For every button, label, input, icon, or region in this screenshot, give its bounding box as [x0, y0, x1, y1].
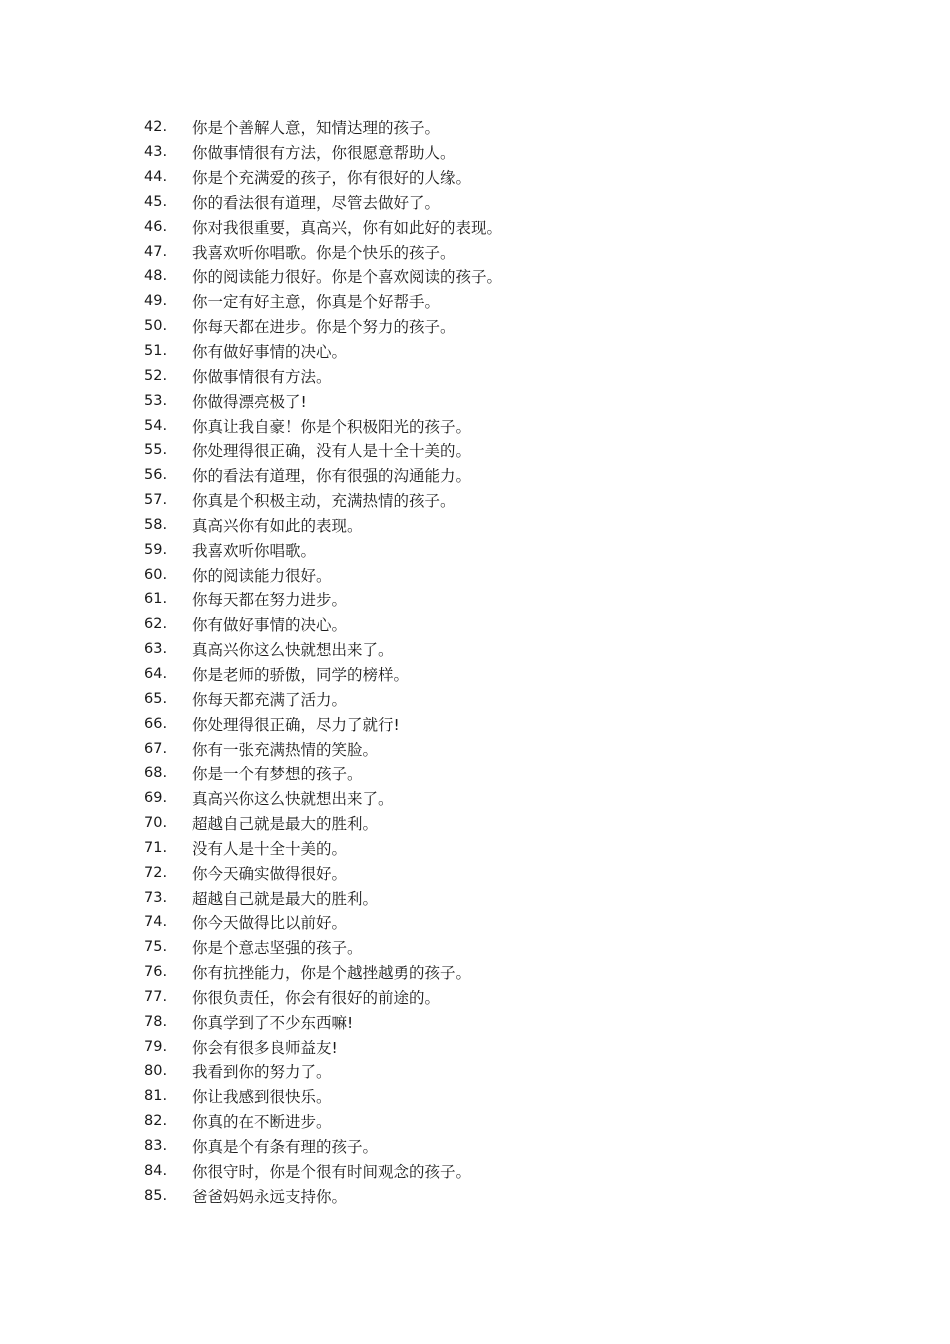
item-number: 80.: [144, 1063, 168, 1080]
item-number: 83.: [144, 1138, 168, 1155]
item-number: 53.: [144, 392, 168, 409]
list-item: [144, 363, 502, 388]
item-text: 你的看法有道理，你有很强的沟通能力。: [192, 467, 472, 486]
list-item: [144, 1034, 502, 1059]
item-text: 你对我很重要，真高兴，你有如此好的表现。: [192, 218, 503, 237]
list-item: [144, 935, 502, 960]
item-number: 72.: [144, 864, 168, 881]
item-text: 你让我感到很快乐。: [192, 1088, 332, 1107]
item-text: 真高兴你这么快就想出来了。: [192, 790, 394, 809]
item-text: 我喜欢听你唱歌。: [192, 541, 317, 560]
list-item: [144, 786, 502, 811]
item-number: 59.: [144, 541, 168, 558]
item-text: 你是个充满爱的孩子，你有很好的人缘。: [192, 169, 472, 188]
item-text: 你真是个有条有理的孩子。: [192, 1138, 379, 1157]
item-text: 你很负责任，你会有很好的前途的。: [192, 988, 441, 1007]
item-text: 你会有很多良师益友!: [192, 1038, 338, 1057]
list-item: [144, 314, 502, 339]
list-item: [144, 736, 502, 761]
item-text: 你今天确实做得很好。: [192, 864, 348, 883]
list-item: [144, 711, 502, 736]
list-item: [144, 239, 502, 264]
list-item: [144, 1134, 502, 1159]
item-text: 你今天做得比以前好。: [192, 914, 348, 933]
item-number: 60.: [144, 566, 168, 583]
list-item: [144, 662, 502, 687]
item-text: 你是老师的骄傲，同学的榜样。: [192, 665, 410, 684]
item-number: 44.: [144, 169, 168, 186]
list-item: [144, 339, 502, 364]
item-text: 你有一张充满热情的笑脸。: [192, 740, 379, 759]
item-number: 48.: [144, 268, 168, 285]
item-number: 85.: [144, 1187, 168, 1204]
item-text: 超越自己就是最大的胜利。: [192, 815, 379, 834]
numbered-list: [144, 115, 502, 1208]
item-number: 50.: [144, 318, 168, 335]
item-number: 84.: [144, 1162, 168, 1179]
item-number: 73.: [144, 889, 168, 906]
item-number: 81.: [144, 1088, 168, 1105]
item-number: 47.: [144, 243, 168, 260]
item-text: 你真是个积极主动，充满热情的孩子。: [192, 492, 456, 511]
item-number: 61.: [144, 591, 168, 608]
item-number: 70.: [144, 815, 168, 832]
item-text: 你的看法很有道理，尽管去做好了。: [192, 193, 441, 212]
list-item: [144, 1109, 502, 1134]
item-text: 你处理得很正确，没有人是十全十美的。: [192, 442, 472, 461]
item-number: 71.: [144, 839, 168, 856]
item-text: 超越自己就是最大的胜利。: [192, 889, 379, 908]
item-number: 76.: [144, 964, 168, 981]
item-text: 你的阅读能力很好。: [192, 566, 332, 585]
list-item: [144, 1059, 502, 1084]
item-text: 爸爸妈妈永远支持你。: [192, 1187, 348, 1206]
item-number: 62.: [144, 616, 168, 633]
list-item: [144, 388, 502, 413]
item-number: 82.: [144, 1113, 168, 1130]
item-number: 46.: [144, 218, 168, 235]
item-number: 78.: [144, 1013, 168, 1030]
item-text: 你是一个有梦想的孩子。: [192, 765, 363, 784]
item-text: 你做事情很有方法，你很愿意帮助人。: [192, 144, 456, 163]
item-text: 你做事情很有方法。: [192, 367, 332, 386]
item-number: 77.: [144, 988, 168, 1005]
list-item: [144, 413, 502, 438]
item-number: 75.: [144, 939, 168, 956]
item-number: 57.: [144, 492, 168, 509]
list-item: [144, 1183, 502, 1208]
item-text: 你真的在不断进步。: [192, 1113, 332, 1132]
list-item: [144, 1009, 502, 1034]
list-item: [144, 140, 502, 165]
list-item: [144, 562, 502, 587]
list-item: [144, 488, 502, 513]
item-text: 没有人是十全十美的。: [192, 839, 348, 858]
list-item: [144, 115, 502, 140]
list-item: [144, 463, 502, 488]
item-text: 你有做好事情的决心。: [192, 343, 348, 362]
item-text: 你的阅读能力很好。你是个喜欢阅读的孩子。: [192, 268, 503, 287]
item-number: 52.: [144, 367, 168, 384]
list-item: [144, 960, 502, 985]
list-item: [144, 214, 502, 239]
item-number: 55.: [144, 442, 168, 459]
item-text: 你做得漂亮极了!: [192, 392, 307, 411]
item-number: 45.: [144, 193, 168, 210]
item-text: 你真学到了不少东西嘛!: [192, 1013, 354, 1032]
list-item: [144, 612, 502, 637]
list-item: [144, 835, 502, 860]
item-number: 51.: [144, 343, 168, 360]
list-item: [144, 438, 502, 463]
list-item: [144, 587, 502, 612]
item-number: 54.: [144, 417, 168, 434]
list-item: [144, 811, 502, 836]
list-item: [144, 637, 502, 662]
list-item: [144, 190, 502, 215]
item-text: 我喜欢听你唱歌。你是个快乐的孩子。: [192, 243, 456, 262]
item-number: 58.: [144, 516, 168, 533]
item-text: 真高兴你有如此的表现。: [192, 516, 363, 535]
item-number: 49.: [144, 293, 168, 310]
list-item: [144, 910, 502, 935]
item-text: 我看到你的努力了。: [192, 1063, 332, 1082]
item-number: 63.: [144, 641, 168, 658]
list-item: [144, 860, 502, 885]
item-number: 69.: [144, 790, 168, 807]
list-item: [144, 761, 502, 786]
item-text: 你很守时，你是个很有时间观念的孩子。: [192, 1162, 472, 1181]
item-text: 你每天都充满了活力。: [192, 690, 348, 709]
list-item: [144, 885, 502, 910]
item-text: 你处理得很正确，尽力了就行!: [192, 715, 400, 734]
item-number: 56.: [144, 467, 168, 484]
list-item: [144, 537, 502, 562]
item-text: 你有做好事情的决心。: [192, 616, 348, 635]
item-text: 你一定有好主意，你真是个好帮手。: [192, 293, 441, 312]
list-item: [144, 686, 502, 711]
item-number: 68.: [144, 765, 168, 782]
item-number: 65.: [144, 690, 168, 707]
list-item: [144, 1084, 502, 1109]
item-number: 42.: [144, 119, 168, 136]
list-item: [144, 264, 502, 289]
item-number: 74.: [144, 914, 168, 931]
item-number: 79.: [144, 1038, 168, 1055]
item-number: 43.: [144, 144, 168, 161]
item-number: 67.: [144, 740, 168, 757]
list-item: [144, 513, 502, 538]
item-text: 你每天都在努力进步。: [192, 591, 348, 610]
item-text: 你每天都在进步。你是个努力的孩子。: [192, 318, 456, 337]
item-text: 真高兴你这么快就想出来了。: [192, 641, 394, 660]
list-item: [144, 289, 502, 314]
list-item: [144, 165, 502, 190]
item-text: 你是个意志坚强的孩子。: [192, 939, 363, 958]
list-item: [144, 985, 502, 1010]
item-text: 你是个善解人意，知情达理的孩子。: [192, 119, 441, 138]
list-item: [144, 1158, 502, 1183]
item-number: 64.: [144, 665, 168, 682]
item-number: 66.: [144, 715, 168, 732]
item-text: 你有抗挫能力，你是个越挫越勇的孩子。: [192, 964, 472, 983]
item-text: 你真让我自豪！你是个积极阳光的孩子。: [192, 417, 472, 436]
